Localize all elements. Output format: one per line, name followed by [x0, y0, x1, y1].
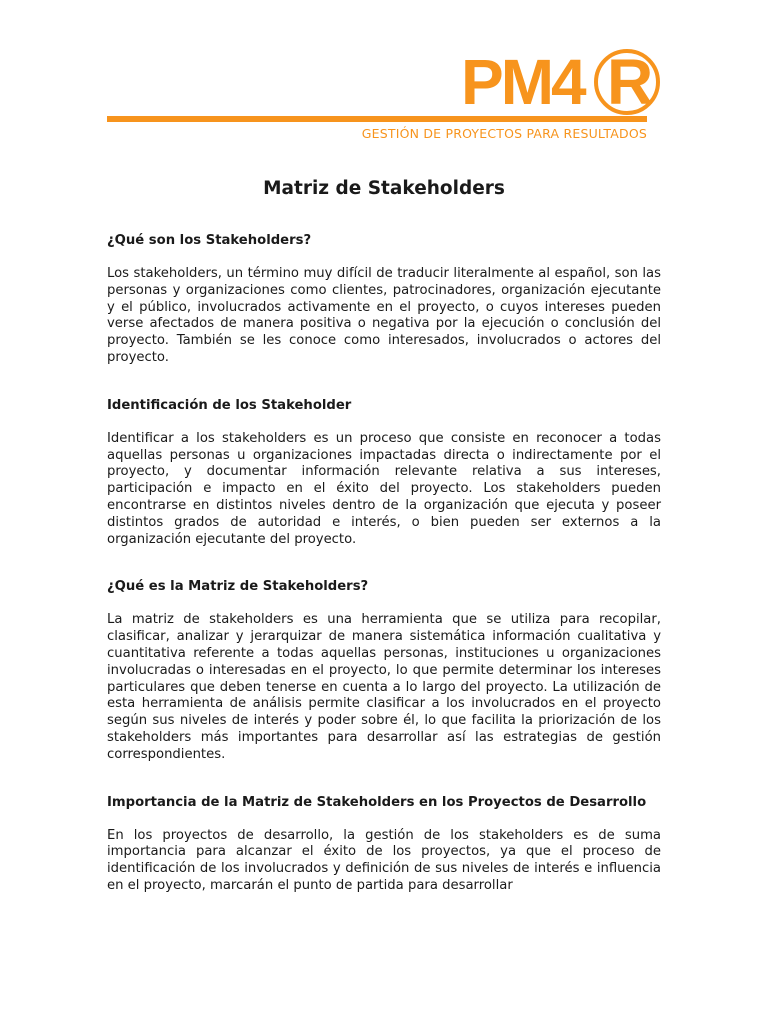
pm4r-logo: [461, 46, 661, 116]
section-paragraph: La matriz de stakeholders es una herramienta que se utiliza para recopilar, clasificar, analizar y jerarquizar de manera sistemática información cualitativa y cuantitativa referente a todas aquellas personas, instituciones u organizaciones involucradas o interesadas en el proyecto, lo que permite determinar los intereses particulares que deben tenerse en cuenta a lo largo del proyecto. La utilización de esta herramienta de análisis permite clasificar a los involucrados en el proyecto según sus niveles de interés y poder sobre él, lo que facilita la priorización de los stakeholders más importantes para desarrollar así las estrategias de gestión correspondientes.: [107, 612, 661, 762]
section-paragraph: En los proyectos de desarrollo, la gestión de los stakeholders es de suma importancia para alcanzar el éxito de los proyectos, ya que el proceso de identificación de los involucrados y definición de sus niveles de interés e influencia en el proyecto, marcarán el punto de partida para desarrollar: [107, 827, 661, 893]
document-body: [107, 178, 661, 925]
section-heading: Importancia de la Matriz de Stakeholders en los Proyectos de Desarrollo: [107, 794, 647, 810]
header-tagline: GESTIÓN DE PROYECTOS PARA RESULTADOS: [361, 126, 647, 141]
svg-text:R: R: [607, 46, 654, 116]
pm4r-logo-mark: [461, 46, 661, 116]
section-paragraph: Identificar a los stakeholders es un proceso que consiste en reconocer a todas aquellas personas u organizaciones impactadas directa o indirectamente por el proyecto, y documentar información relevante relativa a sus intereses, participación e impacto en el éxito del proyecto. Los stakeholders pueden encontrarse en distintos niveles dentro de la organización que ejecuta y poseer distintos grados de autoridad e interés, o bien pueden ser externos a la organización ejecutante del proyecto.: [107, 430, 661, 547]
section-heading: ¿Qué es la Matriz de Stakeholders?: [107, 579, 369, 595]
section-heading: ¿Qué son los Stakeholders?: [107, 233, 312, 248]
page-header: [107, 40, 661, 150]
section-heading: Identificación de los Stakeholder: [107, 397, 352, 413]
section-paragraph: Los stakeholders, un término muy difícil de traducir literalmente al español, son las personas y organizaciones como clientes, patrocinadores, organización ejecutante y el público, involucrados activamente en el proyecto, o cuyos intereses pueden verse afectados de manera positiva o negativa por la ejecución o conclusión del proyecto. También se les conoce como interesados, involucrados o actores del proyecto.: [107, 266, 661, 365]
svg-text:PM4: PM4: [461, 46, 584, 116]
header-divider: [107, 116, 647, 122]
document-title: Matriz de Stakeholders: [263, 178, 505, 199]
